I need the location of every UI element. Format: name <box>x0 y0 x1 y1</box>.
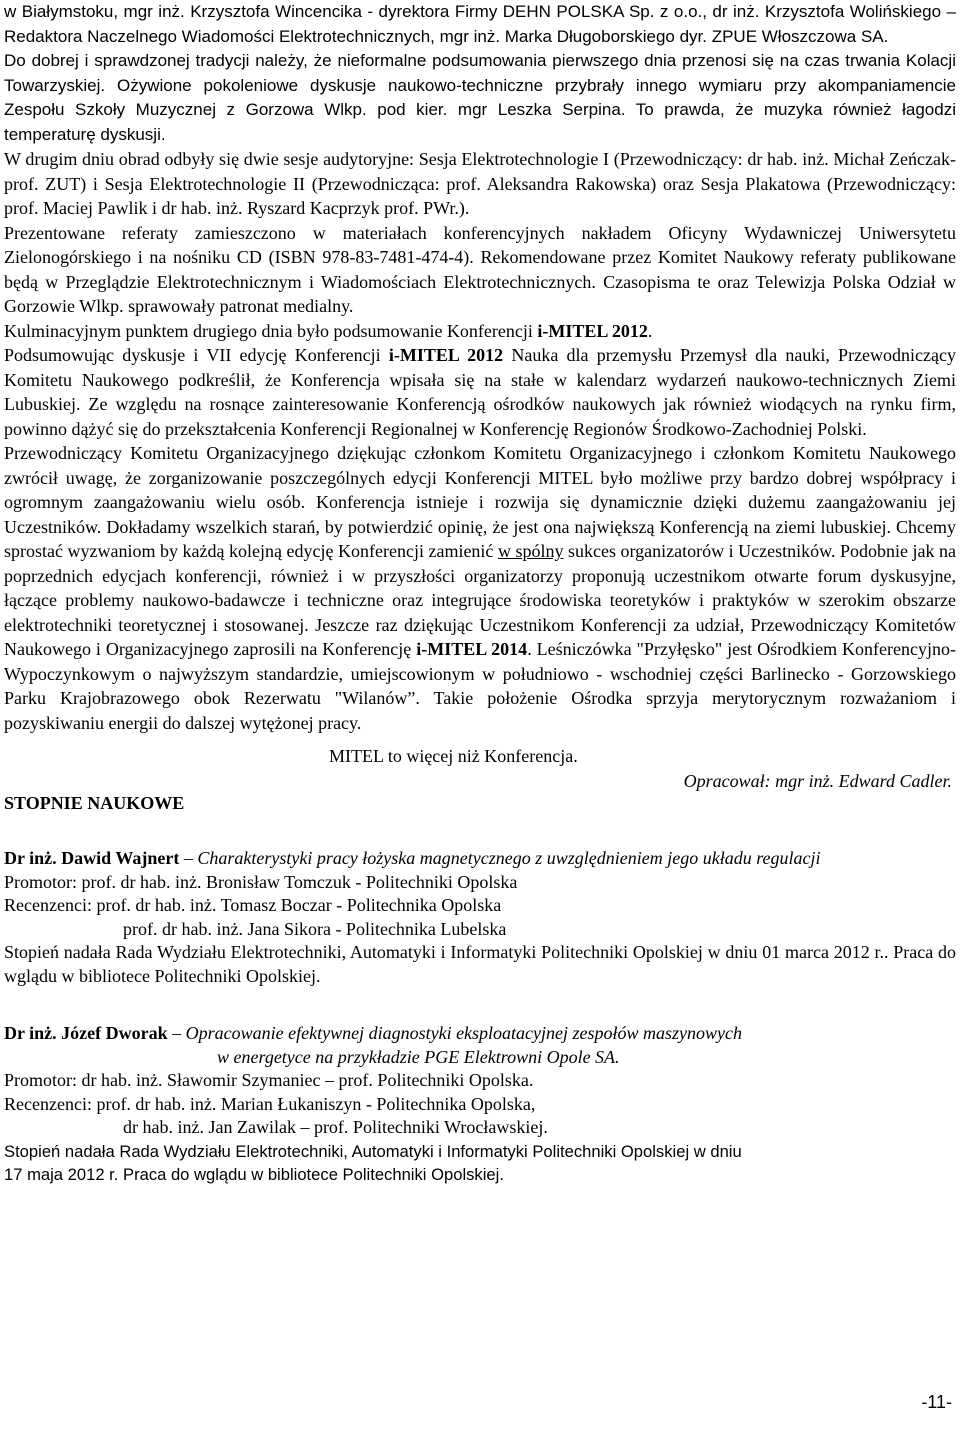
text-run: sukces organizatorów i Uczestników. Podobnie jak na poprzednich edycjach konferencji, również i w przyszłości organizatorzy proponują uczestnikom otwarte forum dyskusyjne, łączące problemy naukowo-badawcze i techniczne oraz integrujące środowiska teoretyków i praktyków w szerokim obszarze elektrotechniki teoretycznej i stosowanej. Jeszcze raz dziękując Uczestnikom Konferencji za udział, Przewodniczący Komitetów Naukowego i Organizacyjnego zaprosili na Konferencję <box>4 541 956 659</box>
paragraph-culmination <box>4 319 956 344</box>
section-heading-degrees: STOPNIE NAUKOWE <box>4 793 185 813</box>
text-run: w Białymstoku, mgr inż. Krzysztofa Wincencika - dyrektora Firmy DEHN POLSKA Sp. z o.o., dr inż. Krzysztofa Wolińskiego – Redaktora Naczelnego Wiadomości Elektrotechnicznych, mgr inż. Marka Długoborskiego dyr. ZPUE Włoszczowa SA. <box>4 2 956 46</box>
text-run: – <box>167 1023 186 1043</box>
degree-title <box>4 847 956 871</box>
degree-reviewer: dr hab. inż. Jan Zawilak – prof. Politechniki Wrocławskiej. <box>123 1117 548 1137</box>
text-run: i-MITEL 2012 <box>537 320 648 341</box>
text-run: Opracowanie efektywnej diagnostyki eksploatacyjnej zespołów maszynowych <box>185 1023 743 1043</box>
page-number: -11- <box>921 1392 952 1412</box>
text-run: Prezentowane referaty zamieszczono w materiałach konferencyjnych nakładem Oficyny Wydawniczej Uniwersytetu Zielonogórskiego i na nośniku CD (ISBN 978-83-7481-474-4). Rekomendowane przez Komitet Naukowy referaty publikowane będą w Przeglądzie Elektrotechnicznym i Wiadomościach Elektrotechnicznych. Czasopisma te oraz Telewizja Polska Odział w Gorzowie Wlkp. sprawowały patronat medialny. <box>4 222 956 316</box>
text-run: Przewodniczący Komitetu Organizacyjnego dziękując członkom Komitetu Organizacyjnego i członkom Komitetu Naukowego zwrócił uwagę, że zorganizowanie poszczególnych edycji Konferencji MITEL było możliwe przy bardzo dobrej współpracy i ogromnym zaangażowaniu wielu osób. Konferencja istnieje i rozwija się dynamicznie dzięki dużemu zaangażowaniu jej Uczestników. Dokładamy wszelkich starań, by potwierdzić opinię, że jest ona największą Konferencją na ziemi lubuskiej. Chcemy sprostać wyzwaniom by każdą kolejną edycję Konferencji zamienić <box>4 443 956 561</box>
author-signature: Opracował: mgr inż. Edward Cadler. <box>683 771 952 791</box>
degree-reviewer: prof. dr hab. inż. Jana Sikora - Politechnika Lubelska <box>123 918 507 939</box>
paragraph-publications <box>4 221 956 319</box>
degree-title-continuation: w energetyce na przykładzie PGE Elektrowni Opole SA. <box>217 1046 620 1067</box>
text-run: Dr inż. Dawid Wajnert <box>4 848 180 868</box>
text-run: Kulminacyjnym punktem drugiego dnia było podsumowanie Konferencji <box>4 320 538 341</box>
text-run: i-MITEL 2014 <box>416 639 528 659</box>
degree-reviewer: Recenzenci: prof. dr hab. inż. Marian Łukaniszyn - Politechnika Opolska, <box>4 1093 536 1114</box>
text-run: – <box>179 848 198 868</box>
degree-conferral: Stopień nadała Rada Wydziału Elektrotechniki, Automatyki i Informatyki Politechniki Opolskiej w dniu 01 marca 2012 r.. Praca do wglądu w bibliotece Politechniki Opolskiej. <box>4 942 956 986</box>
degree-conferral: Stopień nadała Rada Wydziału Elektrotechniki, Automatyki i Informatyki Politechniki Opolskiej w dniu <box>4 1141 742 1161</box>
paragraph-thanks <box>4 441 956 735</box>
text-run: Podsumowując dyskusje i VII edycję Konferencji <box>4 345 389 365</box>
motto-line: MITEL to więcej niż Konferencja. <box>329 746 578 766</box>
degree-promotor: Promotor: prof. dr hab. inż. Bronisław Tomczuk - Politechniki Opolska <box>4 871 518 892</box>
paragraph-dinner <box>4 49 956 147</box>
degree-title <box>4 1022 956 1046</box>
degree-promotor: Promotor: dr hab. inż. Sławomir Szymaniec – prof. Politechniki Opolska. <box>4 1070 534 1090</box>
text-run: . <box>647 320 653 341</box>
degree-entry <box>4 1022 956 1187</box>
text-run: i-MITEL 2012 <box>388 345 504 365</box>
text-run: Do dobrej i sprawdzonej tradycji należy, że nieformalne podsumowania pierwszego dnia przenosi się na czas trwania Kolacji Towarzyskiej. Ożywione pokoleniowe dyskusje naukowo-techniczne przybrały innego wymiaru przy akompaniamencie Zespołu Szkoły Muzycznej z Gorzowa Wlkp. pod kier. mgr Leszka Serpina. To prawda, że muzyka również łagodzi temperaturę dyskusji. <box>4 51 956 144</box>
document-page <box>4 0 956 1187</box>
text-run: . Leśniczówka "Przyłęsko" jest Ośrodkiem Konferencyjno-Wypoczynkowym o najwyższym standardzie, umiejscowionym w południowo - wschodniej części Barlinecko - Gorzowskiego Parku Krajobrazowego obok Rezerwatu "Wilanów”. Takie położenie Ośrodka sprzyja merytorycznym rozważaniom i pozyskiwaniu energii do dalszej wytężonej pracy. <box>4 639 957 733</box>
text-run: Dr inż. Józef Dworak <box>4 1023 168 1043</box>
text-run: Nauka dla przemysłu Przemysł dla nauki, Przewodniczący Komitetu Naukowego podkreślił, że Konferencja wpisała się na stałe w kalendarz wydarzeń naukowo-technicznych Ziemi Lubuskiej. Ze względu na rosnące zainteresowanie Konferencją ośrodków naukowych jak również wiodących na rynku firm, powinno dążyć się do przekształcenia Konferencji Regionalnej w Konferencję Regionów Środkowo-Zachodniej Polski. <box>4 345 956 439</box>
degree-conferral: 17 maja 2012 r. Praca do wglądu w bibliotece Politechniki Opolskiej. <box>4 1165 504 1184</box>
text-run: w spólny <box>497 541 564 561</box>
paragraph-sessions <box>4 147 956 221</box>
degree-entry <box>4 847 956 988</box>
degree-reviewer: Recenzenci: prof. dr hab. inż. Tomasz Boczar - Politechnika Opolska <box>4 895 502 915</box>
text-run: W drugim dniu obrad odbyły się dwie sesje audytoryjne: Sesja Elektrotechnologie I (Przewodniczący: dr hab. inż. Michał Zeńczak-prof. ZUT) i Sesja Elektrotechnologie II (Przewodnicząca: prof. Aleksandra Rakowska) oraz Sesja Plakatowa (Przewodniczący: prof. Maciej Pawlik i dr hab. inż. Ryszard Kacprzyk prof. PWr.). <box>4 149 956 218</box>
text-run: Charakterystyki pracy łożyska magnetycznego z uwzględnieniem jego układu regulacji <box>197 848 821 868</box>
paragraph-summary <box>4 343 956 441</box>
paragraph-guests <box>4 0 956 49</box>
